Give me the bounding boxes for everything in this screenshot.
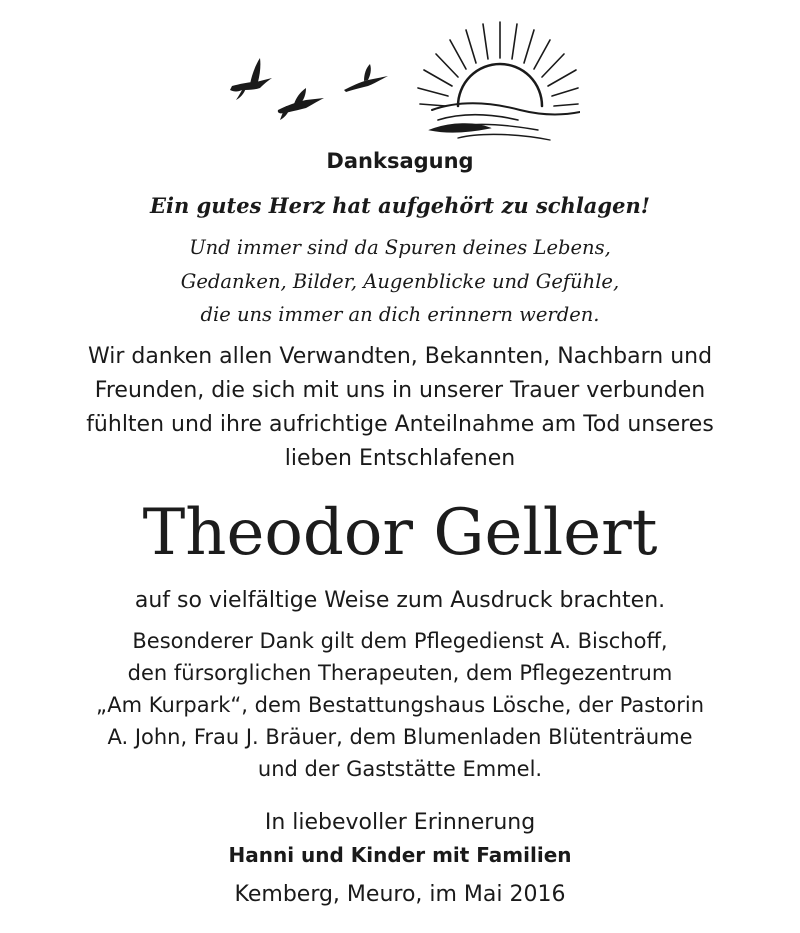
thanks-line: Wir danken allen Verwandten, Bekannten, Nachbarn und [87,344,713,369]
flying-bird-icon [278,88,324,120]
special-thanks-line: „Am Kurpark“, dem Bestattungshaus Lösche, der Pastorin [95,693,705,717]
notice-subheading: Ein gutes Herz hat aufgehört zu schlagen! [150,193,650,218]
signoff-names: Hanni und Kinder mit Familien [228,843,572,867]
special-thanks-paragraph [0,625,800,785]
after-name-line: auf so vielfältige Weise zum Ausdruck brachten. [134,588,666,613]
thanks-line: Freunden, die sich mit uns in unserer Trauer verbunden [94,378,706,403]
flying-bird-icon [230,58,272,100]
thanks-paragraph [0,340,800,476]
thanks-line: fühlten und ihre aufrichtige Anteilnahme am Tod unseres [86,412,714,437]
flying-bird-icon [344,64,388,92]
deceased-name: Theodor Gellert [142,496,658,570]
hills-icon [430,103,580,140]
birds-and-sunrise-illustration [220,18,580,143]
rising-sun-icon [418,22,578,106]
special-thanks-line: und der Gaststätte Emmel. [257,757,543,781]
poem-block [0,231,800,332]
after-name-text [0,584,800,618]
place-and-date: Kemberg, Meuro, im Mai 2016 [234,882,566,907]
special-thanks-line: Besonderer Dank gilt dem Pflegedienst A. Bischoff, [132,629,668,653]
closing-line: In liebevoller Erinnerung [264,810,536,835]
special-thanks-line: den fürsorglichen Therapeuten, dem Pflegezentrum [127,661,673,685]
thanks-line: lieben Entschlafenen [284,446,516,471]
poem-line: Gedanken, Bilder, Augenblicke und Gefühle, [180,269,620,293]
notice-heading: Danksagung [326,149,474,173]
poem-line: Und immer sind da Spuren deines Lebens, [189,236,611,259]
poem-line: die uns immer an dich erinnern werden. [200,303,600,326]
special-thanks-line: A. John, Frau J. Bräuer, dem Blumenladen Blütenträume [107,725,693,749]
birds-group [230,58,388,120]
